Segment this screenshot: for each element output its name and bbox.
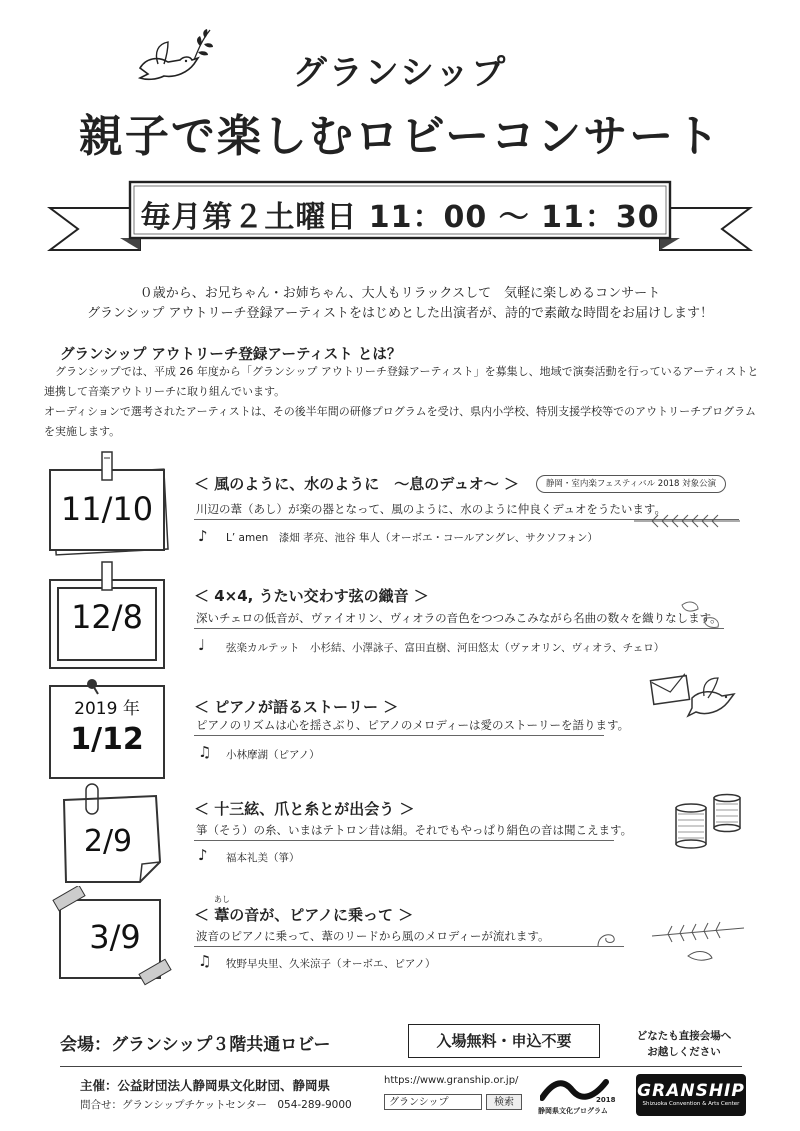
event-description: 波音のピアノに乗って、葦のリードから風のメロディーが流れます。 bbox=[196, 929, 550, 943]
divider bbox=[194, 628, 724, 629]
event-description: 深いチェロの低音が、ヴァイオリン、ヴィオラの音色をつつみこみながら名曲の数々を織りなします。 bbox=[196, 611, 722, 625]
search-button[interactable]: 検索 bbox=[486, 1094, 522, 1110]
music-note-icon: ♩ bbox=[198, 636, 206, 654]
intro-line2: グランシップ アウトリーチ登録アーティストをはじめとした出演者が、詩的で素敵な時間をお届けします！ bbox=[86, 306, 714, 321]
event-title: ＜ ピアノが語るストーリー ＞ bbox=[194, 698, 399, 716]
event-date: 11/10 bbox=[60, 490, 154, 528]
intro-line1: ０歳から、お兄ちゃん・お姉ちゃん、大人もリラックスして 気軽に楽しめるコンサート bbox=[139, 286, 661, 301]
event-performers: L’ amen 漆畑 孝亮、池谷 隼人（オーボエ・コールアングレ、サクソフォン） bbox=[226, 532, 598, 544]
festival-badge: 静岡・室内楽フェスティバル 2018 対象公演 bbox=[536, 475, 726, 493]
event-date: 2/9 bbox=[83, 824, 133, 859]
event-description: ピアノのリズムは心を揺さぶり、ピアノのメロディーは愛のストーリーを語ります。 bbox=[196, 718, 630, 732]
page-title-line2: 親子で楽しむロビーコンサート bbox=[78, 111, 722, 162]
search-input[interactable]: グランシップ bbox=[384, 1094, 482, 1110]
leaf-sprigs-icon bbox=[648, 906, 748, 966]
footer-divider bbox=[60, 1066, 742, 1067]
about-paragraph-line: オーディションで選考されたアーティストは、その後半年間の研修プログラムを受け、県内小学校、特別支援学校等でのアウトリーチプログラム bbox=[44, 405, 757, 418]
music-notes-icon: ♫ bbox=[198, 952, 212, 970]
about-heading: グランシップ アウトリーチ登録アーティスト とは？ bbox=[60, 347, 402, 363]
event-description: 箏（そう）の糸、いまはテトロン昔は絹。それでもやっぱり絹色の音は聞こえます。 bbox=[196, 823, 633, 837]
organizer-text: 主催：公益財団法人静岡県文化財団、静岡県 bbox=[80, 1078, 331, 1093]
event-performers: 福本礼美（箏） bbox=[226, 852, 300, 864]
event-date-year: 2019 年 bbox=[74, 699, 140, 719]
event-title: ＜ 風のように、水のように 〜息のデュオ〜 ＞ bbox=[194, 475, 519, 493]
event-title: ＜ 4×4, うたい交わす弦の織音 ＞ bbox=[194, 587, 429, 605]
about-paragraph-line: グランシップでは、平成 26 年度から「グランシップ アウトリーチ登録アーティスト」を募集し、地域で演奏活動を行っているアーティストと bbox=[44, 365, 759, 378]
leaf-branch-icon bbox=[632, 510, 742, 532]
admission-free-box: 入場無料・申込不要 bbox=[408, 1024, 600, 1058]
logo-text: GRANSHIP bbox=[637, 1081, 745, 1101]
inquiry-text: 問合せ：グランシップチケットセンター 054-289-9000 bbox=[80, 1099, 352, 1111]
divider bbox=[194, 735, 604, 736]
event-date: 12/8 bbox=[71, 598, 143, 636]
ruby-reading: あし bbox=[214, 895, 230, 904]
divider bbox=[194, 946, 624, 947]
event-date: 1/12 bbox=[70, 722, 144, 757]
program-label: 静岡県文化プログラム bbox=[538, 1107, 608, 1115]
music-note-icon: ♪ bbox=[198, 527, 208, 545]
schedule-text: 毎月第２土曜日 11：00 〜 11：30 bbox=[140, 200, 660, 235]
event-performers: 小林摩湖（ピアノ） bbox=[226, 749, 320, 761]
event-performers: 弦楽カルテット 小杉結、小澤詠子、富田直樹、河田悠太（ヴァオリン、ヴィオラ、チェロ） bbox=[226, 642, 665, 654]
music-note-icon: ♪ bbox=[198, 846, 208, 864]
music-notes-icon: ♫ bbox=[198, 743, 212, 761]
direct-note-line1: どなたも直接会場へ bbox=[636, 1030, 732, 1042]
logo-subtext: Shizuoka Convention & Arts Center bbox=[642, 1101, 740, 1107]
thread-spools-icon bbox=[670, 790, 750, 850]
about-paragraph-line: を実施します。 bbox=[44, 425, 121, 438]
website-link[interactable]: https://www.granship.or.jp/ bbox=[384, 1075, 519, 1086]
page-title-line1: グランシップ bbox=[292, 53, 508, 93]
event-description: 川辺の葦（あし）が楽の器となって、風のように、水のように仲良くデュオをうたいます。 bbox=[196, 502, 666, 516]
dove-with-letter-icon bbox=[648, 672, 748, 732]
event-date: 3/9 bbox=[89, 918, 141, 956]
event-performers: 牧野早央里、久米涼子（オーボエ、ピアノ） bbox=[226, 958, 436, 970]
direct-to-venue-note bbox=[624, 1028, 744, 1060]
thread-loop-icon bbox=[596, 930, 620, 948]
leaves-icon bbox=[676, 595, 726, 635]
event-title: ＜ 十三絃、爪と糸とが出会う ＞ bbox=[194, 800, 415, 818]
direct-note-line2: お越しください bbox=[647, 1046, 721, 1058]
event-title: ＜ 葦の音が、ピアノに乗って ＞ bbox=[194, 906, 414, 924]
program-year: 2018 bbox=[596, 1096, 616, 1104]
venue-label: 会場：グランシップ３階共通ロビー bbox=[60, 1035, 331, 1055]
about-paragraph-line: 連携して音楽アウトリーチに取り組んでいます。 bbox=[44, 385, 286, 398]
granship-logo bbox=[636, 1074, 746, 1116]
divider bbox=[194, 840, 614, 841]
